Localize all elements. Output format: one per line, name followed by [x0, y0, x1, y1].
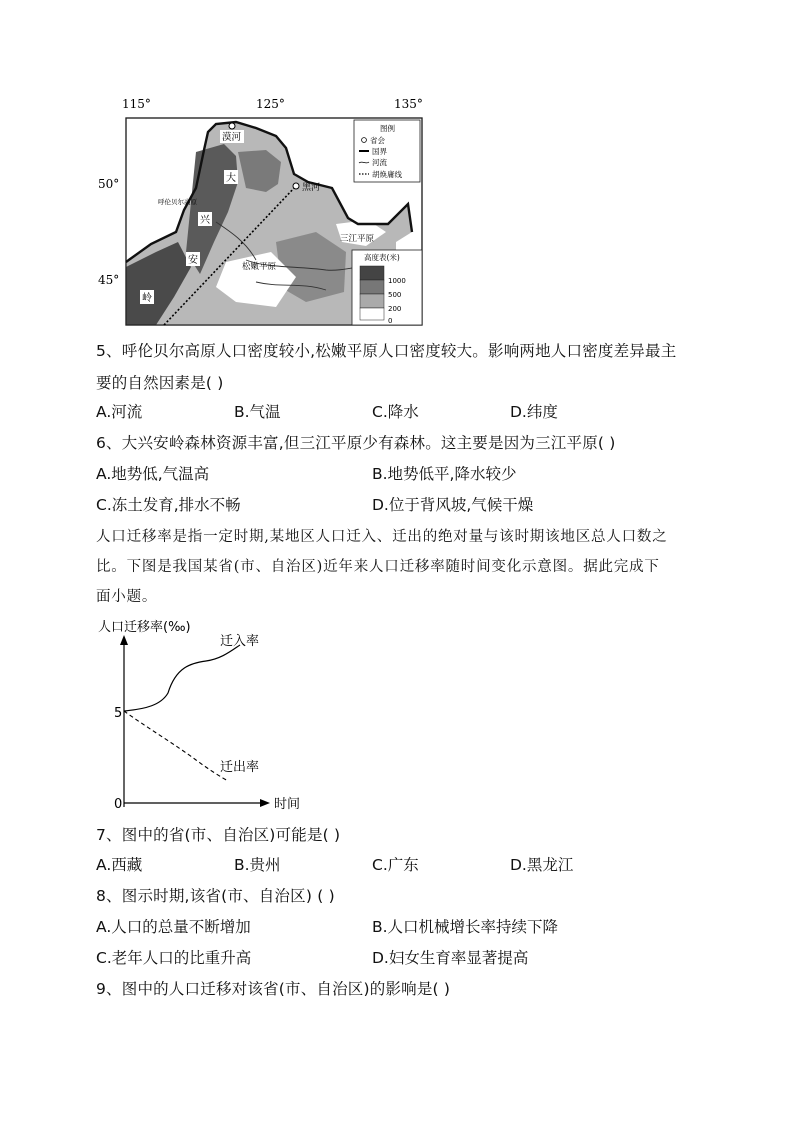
elevation-swatch-0 — [360, 308, 384, 320]
legend-title: 图例 — [380, 124, 395, 133]
legend-item: 河流 — [372, 158, 387, 167]
elevation-title: 高度表(米) — [364, 253, 400, 262]
question-5-stem-line1: 5、呼伦贝尔高原人口密度较小,松嫩平原人口密度较大。影响两地人口密度差异最主 — [96, 342, 677, 360]
elevation-swatch-1000 — [360, 266, 384, 280]
series-label-in: 迁入率 — [220, 634, 260, 649]
q6-option-a[interactable]: A.地势低,气温高 — [96, 465, 210, 483]
question-7-stem: 7、图中的省(市、自治区)可能是( ) — [96, 826, 341, 844]
elevation-level: 500 — [388, 291, 402, 299]
series-label-out: 迁出率 — [220, 760, 260, 775]
passage-line3: 面小题。 — [96, 589, 158, 605]
migration-rate-chart — [96, 615, 426, 815]
series-out-rate — [124, 711, 228, 781]
lat-label: 45° — [98, 273, 120, 287]
x-axis-arrow — [260, 799, 270, 807]
passage-line1: 人口迁移率是指一定时期,某地区人口迁入、迁出的绝对量与该时期该地区总人口数之 — [96, 529, 668, 545]
question-5-stem-line2: 要的自然因素是( ) — [96, 374, 224, 392]
y-tick-label: 0 — [114, 797, 123, 812]
y-tick-label: 5 — [114, 706, 123, 721]
place-label-an: 安 — [188, 255, 198, 266]
elevation-level: 0 — [388, 317, 393, 325]
q8-option-a[interactable]: A.人口的总量不断增加 — [96, 918, 251, 936]
capital-marker-mohe — [229, 123, 235, 129]
q5-option-d[interactable]: D.纬度 — [510, 403, 558, 421]
elevation-swatch-500 — [360, 280, 384, 294]
y-axis-arrow — [120, 635, 128, 645]
question-9-stem: 9、图中的人口迁移对该省(市、自治区)的影响是( ) — [96, 980, 451, 998]
lon-label: 135° — [394, 97, 423, 111]
lon-label: 115° — [122, 97, 151, 111]
q8-option-d[interactable]: D.妇女生育率显著提高 — [372, 949, 529, 967]
place-label-songnen: 松嫩平原 — [242, 262, 277, 272]
place-label-mohe: 漠河 — [222, 132, 242, 143]
place-label-ling: 岭 — [142, 293, 152, 304]
legend-item: 国界 — [372, 147, 387, 156]
elevation-level: 200 — [388, 305, 402, 313]
q7-option-a[interactable]: A.西藏 — [96, 856, 143, 874]
northeast-china-map — [96, 92, 436, 332]
q7-option-d[interactable]: D.黑龙江 — [510, 856, 574, 874]
q8-option-c[interactable]: C.老年人口的比重升高 — [96, 949, 252, 967]
chart-ylabel: 人口迁移率(‰) — [98, 620, 191, 635]
q5-option-b[interactable]: B.气温 — [234, 403, 281, 421]
lat-label: 50° — [98, 177, 120, 191]
elevation-level: 1000 — [388, 277, 406, 285]
series-in-rate — [124, 645, 240, 711]
lon-label: 125° — [256, 97, 285, 111]
q6-option-b[interactable]: B.地势低平,降水较少 — [372, 465, 517, 483]
elevation-swatch-200 — [360, 294, 384, 308]
q7-option-b[interactable]: B.贵州 — [234, 856, 281, 874]
q7-option-c[interactable]: C.广东 — [372, 856, 419, 874]
place-label-xing: 兴 — [200, 215, 210, 226]
place-label-da: 大 — [226, 173, 236, 184]
question-8-stem: 8、图示时期,该省(市、自治区) ( ) — [96, 887, 335, 905]
q6-option-d[interactable]: D.位于背风坡,气候干燥 — [372, 496, 534, 514]
place-label-heihe: 黑河 — [302, 183, 321, 193]
legend-item: 胡焕庸线 — [372, 170, 402, 179]
q5-option-c[interactable]: C.降水 — [372, 403, 419, 421]
x-axis-label: 时间 — [274, 797, 301, 812]
capital-marker-heihe — [293, 183, 299, 189]
q8-option-b[interactable]: B.人口机械增长率持续下降 — [372, 918, 559, 936]
q5-option-a[interactable]: A.河流 — [96, 403, 143, 421]
question-6-stem: 6、大兴安岭森林资源丰富,但三江平原少有森林。这主要是因为三江平原( ) — [96, 434, 616, 452]
place-label-sanjiang: 三江平原 — [340, 234, 375, 244]
q6-option-c[interactable]: C.冻土发育,排水不畅 — [96, 496, 241, 514]
place-label-hulunbuir: 呼伦贝尔高原 — [158, 198, 197, 206]
legend-item: 省会 — [370, 136, 385, 145]
passage-line2: 比。下图是我国某省(市、自治区)近年来人口迁移率随时间变化示意图。据此完成下 — [96, 559, 660, 575]
